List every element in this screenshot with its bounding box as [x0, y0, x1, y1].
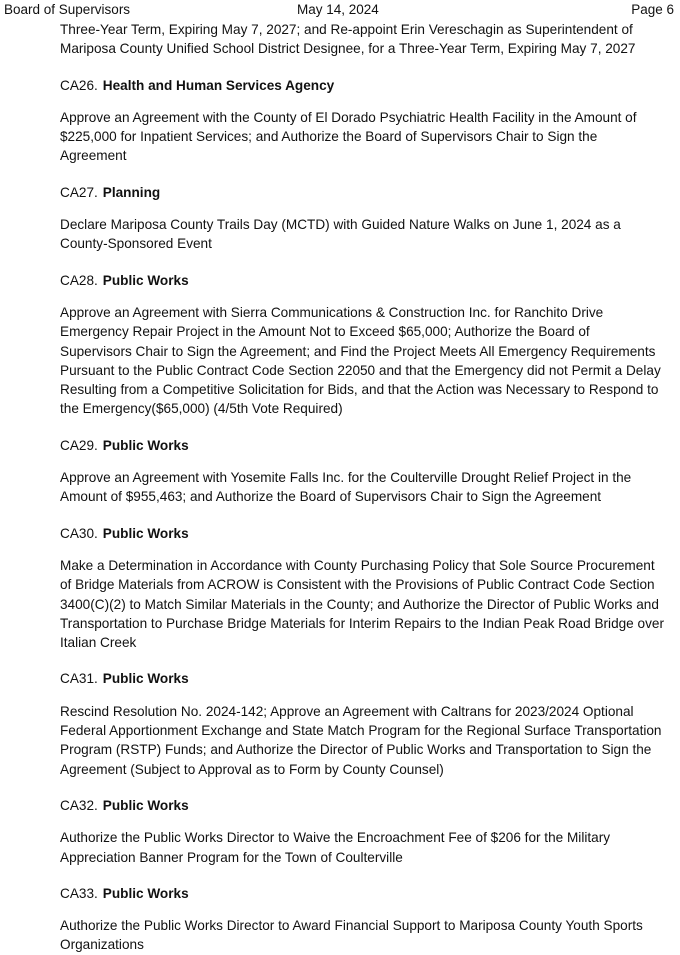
- agenda-item-heading: [60, 524, 664, 543]
- header-body-name: Board of Supervisors: [4, 2, 131, 17]
- agenda-item-heading: [60, 796, 664, 815]
- agenda-item-heading: [60, 76, 664, 95]
- item-number: CA27.: [60, 184, 98, 200]
- continuation-paragraph: Three-Year Term, Expiring May 7, 2027; and Re-appoint Erin Vereschagin as Superintendent of Mariposa County Unified School District Designee, for a Three-Year Term, Expiring May 7, 2027: [60, 22, 636, 57]
- item-department: Planning: [102, 184, 161, 200]
- agenda-item-ca32: [60, 796, 664, 867]
- item-department: Public Works: [102, 437, 189, 453]
- agenda-item-ca29: [60, 436, 664, 507]
- item-department: Public Works: [102, 525, 189, 541]
- item-description: Rescind Resolution No. 2024-142; Approve an Agreement with Caltrans for 2023/2024 Optional Federal Apportionment Exchange and State Match Program for the Regional Surface Transportation Program (RSTP) Funds; and Authorize the Director of Public Works and Transportation to Sign the Agreement (Subject to Approval as to Form by County Counsel): [60, 703, 662, 777]
- item-description: Authorize the Public Works Director to Waive the Encroachment Fee of $206 for the Military Appreciation Banner Program for the Town of Coulterville: [60, 830, 611, 865]
- item-number: CA29.: [60, 437, 98, 453]
- item-description: Approve an Agreement with Yosemite Falls Inc. for the Coulterville Drought Relief Project in the Amount of $955,463; and Authorize the Board of Supervisors Chair to Sign the Agreement: [60, 470, 632, 505]
- agenda-item-ca30: [60, 524, 664, 653]
- item-number: CA26.: [60, 77, 98, 93]
- item-description: Declare Mariposa County Trails Day (MCTD) with Guided Nature Walks on June 1, 2024 as a County-Sponsored Event: [60, 217, 621, 252]
- item-department: Public Works: [102, 797, 189, 813]
- agenda-item-heading: [60, 884, 664, 903]
- item-department: Public Works: [102, 885, 189, 901]
- item-description: Authorize the Public Works Director to Award Financial Support to Mariposa County Youth Sports Organizations: [60, 918, 643, 953]
- agenda-item-heading: [60, 669, 664, 688]
- item-department: Health and Human Services Agency: [102, 77, 335, 93]
- agenda-item-ca27: [60, 183, 664, 254]
- item-number: CA32.: [60, 797, 98, 813]
- item-number: CA31.: [60, 671, 98, 687]
- item-department: Public Works: [102, 272, 189, 288]
- item-number: CA33.: [60, 885, 98, 901]
- agenda-item-ca33: [60, 884, 664, 955]
- agenda-content: [60, 20, 664, 955]
- header-page-number: Page 6: [631, 2, 674, 17]
- item-number: CA28.: [60, 272, 98, 288]
- item-description: Make a Determination in Accordance with County Purchasing Policy that Sole Source Procurement of Bridge Materials from ACROW is Consistent with the Provisions of Public Contract Code Section 3400(C)(2) to Match Similar Materials in the County; and Authorize the Director of Public Works and Transportation to Purchase Bridge Materials for Interim Repairs to the Indian Peak Road Bridge over Italian Creek: [60, 557, 664, 651]
- header-date: May 14, 2024: [297, 2, 379, 17]
- page-header: [0, 0, 680, 20]
- agenda-item-ca28: [60, 271, 664, 419]
- item-department: Public Works: [102, 671, 189, 687]
- item-number: CA30.: [60, 525, 98, 541]
- item-description: Approve an Agreement with Sierra Communications & Construction Inc. for Ranchito Drive Emergency Repair Project in the Amount Not to Exceed $65,000; Authorize the Board of Supervisors Chair to Sign the Agreement; and Find the Project Meets All Emergency Requirements Pursuant to the Public Contract Code Section 22050 and that the Emergency did not Permit a Delay Resulting from a Competitive Solicitation for Bids, and that the Action was Necessary to Respond to the Emergency($65,000) (4/5th Vote Required): [60, 304, 661, 417]
- item-description: Approve an Agreement with the County of El Dorado Psychiatric Health Facility in the Amount of $225,000 for Inpatient Services; and Authorize the Board of Supervisors Chair to Sign the Agreement: [60, 109, 637, 164]
- agenda-item-heading: [60, 436, 664, 455]
- agenda-item-heading: [60, 271, 664, 290]
- agenda-item-heading: [60, 183, 664, 202]
- agenda-item-ca26: [60, 76, 664, 166]
- agenda-item-ca31: [60, 669, 664, 778]
